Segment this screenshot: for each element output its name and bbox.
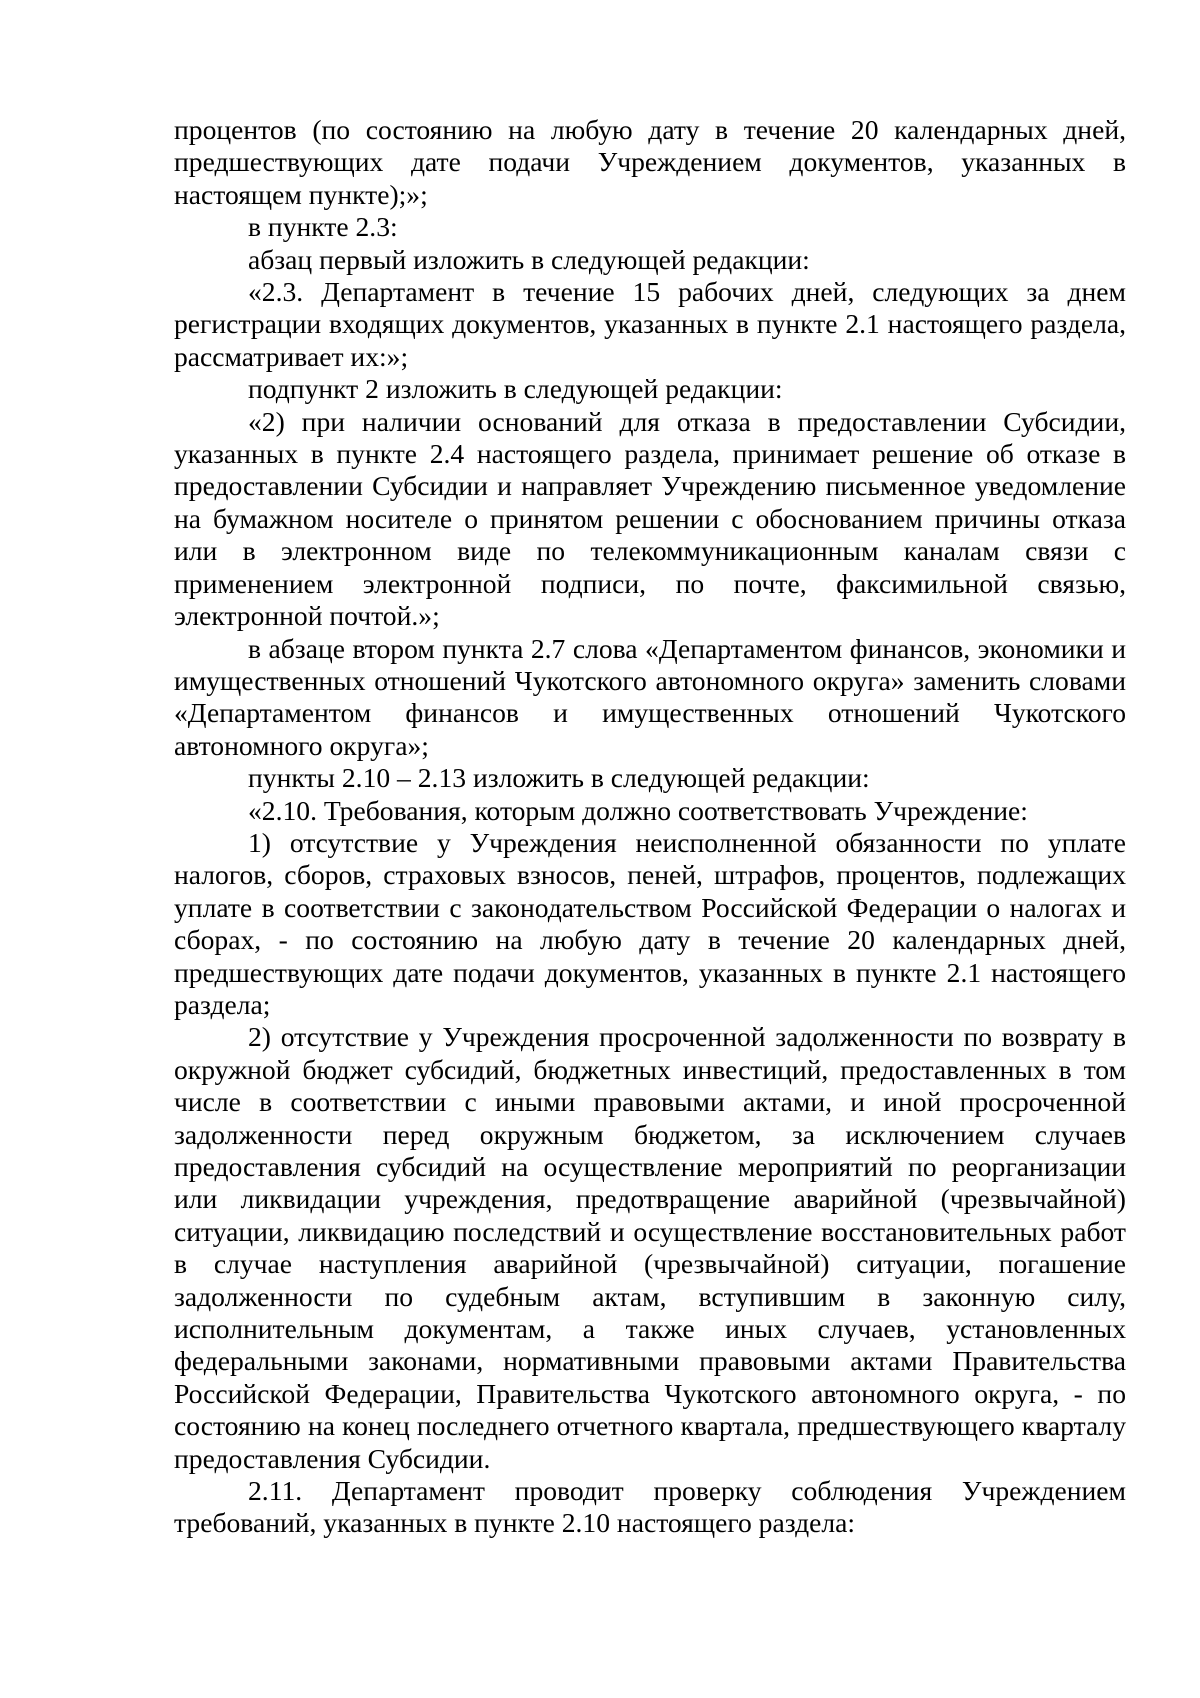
paragraph-2-3-text: «2.3. Департамент в течение 15 рабочих дней, следующих за днем регистрации входящих документов, указанных в пункте 2.1 настоящего раздела, рассматривает их:»; [174,276,1126,372]
paragraph-requirement-1: 1) отсутствие у Учреждения неисполненной обязанности по уплате налогов, сборов, страховых взносов, пеней, штрафов, процентов, подлежащих уплате в соответствии с законодательством Российской Федерации о налогах и сборах, - по состоянию на любую дату в течение 20 календарных дней, предшествующих дате подачи документов, указанных в пункте 2.1 настоящего раздела; [174,826,1126,1020]
document-body [174,114,1126,1540]
paragraph-first-abzac: абзац первый изложить в следующей редакции: [248,243,810,275]
paragraph-2-10-heading: «2.10. Требования, которым должно соответствовать Учреждение: [248,794,1028,826]
paragraph-2-11: 2.11. Департамент проводит проверку соблюдения Учреждением требований, указанных в пункте 2.10 настоящего раздела: [174,1475,1126,1539]
paragraph-subpoint-2-text: «2) при наличии оснований для отказа в предоставлении Субсидии, указанных в пункте 2.4 настоящего раздела, принимает решение об отказе в предоставлении Субсидии и направляет Учреждению письменное уведомление на бумажном носителе о принятом решении с обоснованием причины отказа или в электронном виде по телекоммуникационным каналам связи с применением электронной подписи, по почте, факсимильной связью, электронной почтой.»; [174,405,1126,632]
paragraph-point-2-3: в пункте 2.3: [248,211,398,243]
paragraph-requirement-2: 2) отсутствие у Учреждения просроченной задолженности по возврату в окружной бюджет субсидий, бюджетных инвестиций, предоставленных в том числе в соответствии с иными правовыми актами, и иной просроченной задолженности перед окружным бюджетом, за исключением случаев предоставления субсидий на осуществление мероприятий по реорганизации или ликвидации учреждения, предотвращение аварийной (чрезвычайной) ситуации, ликвидацию последствий и осуществление восстановительных работ в случае наступления аварийной (чрезвычайной) ситуации, погашение задолженности по судебным актам, вступившим в законную силу, исполнительным документам, а также иных случаев, установленных федеральными законами, нормативными правовыми актами Правительства Российской Федерации, Правительства Чукотского автономного округа, - по состоянию на конец последнего отчетного квартала, предшествующего кварталу предоставления Субсидии. [174,1021,1126,1474]
paragraph-subpoint-2: подпункт 2 изложить в следующей редакции: [248,373,783,405]
paragraph-point-2-7: в абзаце втором пункта 2.7 слова «Департаментом финансов, экономики и имущественных отношений Чукотского автономного округа» заменить словами «Департаментом финансов и имущественных отношений Чукотского автономного округа»; [174,632,1126,761]
paragraph-continuation: процентов (по состоянию на любую дату в течение 20 календарных дней, предшествующих дате подачи Учреждением документов, указанных в настоящем пункте);»; [174,114,1126,210]
paragraph-points-2-10-2-13: пункты 2.10 – 2.13 изложить в следующей редакции: [248,762,870,794]
